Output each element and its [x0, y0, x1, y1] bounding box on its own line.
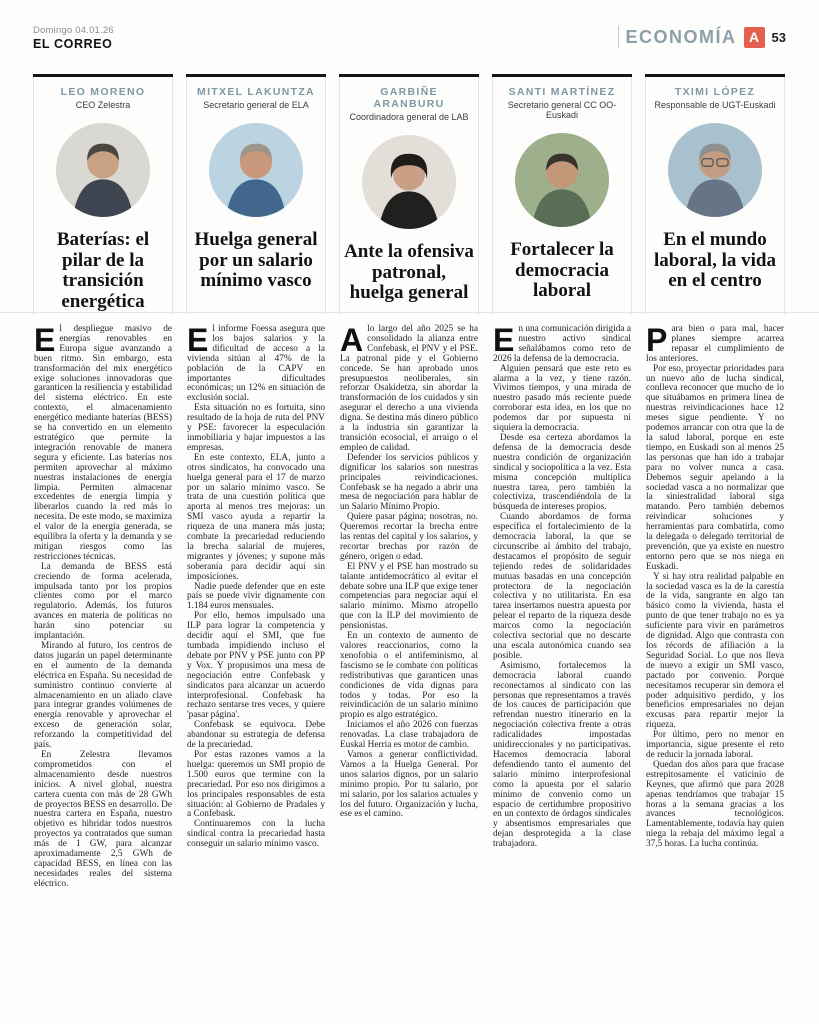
- article-body: [339, 322, 479, 820]
- article-paragraph: En un contexto de aumento de valores reaccionarios, como la xenofobia o el antifeminismo, al fascismo se le combate con políticas redistributivas que garanticen unas condiciones de vida dignas para todos y todas. Por eso la reivindicación de un salario mínimo propio es algo estratégico.: [340, 631, 478, 721]
- edition-date: Domingo 04.01.26: [33, 25, 114, 36]
- article-paragraph: Por estas razones vamos a la huelga: queremos un SMI propio de 1.500 euros que termine con la precariedad. Por eso nos dirigimos a los principales responsables de esta situación: al Gobierno de Pradales y a Confebask.: [187, 749, 325, 820]
- author-photo: [362, 135, 456, 229]
- drop-cap: E: [493, 322, 515, 358]
- article-paragraph: El despliegue masivo de energías renovables en Europa sigue avanzando a buen ritmo. Sin embargo, esta transformación del mix energético exige soluciones innovadoras que garanticen la resiliencia y estabilidad del sistema eléctrico. En este contexto, el almacenamiento energético mediante baterías (BESS) se ha convertido en un elemento estratégico que permite la integración renovable de manera segura y eficiente. Las baterías nos permiten aprovechar al máximo nuestras instalaciones de energía limpia. Permiten almacenar excedentes de energía limpia y liberarlos cuando la red más lo necesita. De este modo, se maximiza el valor de la energía generada, se equilibra la oferta y la demanda y se mitigan riesgos como las restricciones técnicas.: [34, 322, 172, 562]
- author-photo: [515, 133, 609, 227]
- column-headline: Ante la ofensiva patronal, huelga general: [344, 241, 474, 304]
- section-title: ECONOMÍA: [625, 26, 737, 47]
- page-header: [33, 26, 786, 51]
- article-paragraph: El informe Foessa asegura que los bajos salarios y la dificultad de acceso a la vivienda sitúan al 47% de la población de la CAPV en importantes dificultades económicas; un 12% en situación de exclusión social.: [187, 322, 325, 404]
- article-paragraph: Y si hay otra realidad palpable en la sociedad vasca es la de la carestía de la vida, sangrante en algo tan básico como la vivienda, hasta el punto de que tener trabajo no es ya suficiente para vivir en parámetros de dignidad. Algo que contrasta con los récords de afiliación a la Seguridad Social. Lo que nos lleva de nuevo a exigir un SMI vasco, pactado por convenio. Porque necesitamos recuperar sin demora el poder adquisitivo perdido, y los beneficios empresariales no dejan excusas para repartir mejor la riqueza.: [646, 571, 784, 731]
- article-paragraph: Para bien o para mal, hacer planes siempre acarrea repasar el cumplimiento de los anteriores.: [646, 322, 784, 364]
- article-paragraph: Quedan dos años para que fracase estrepitosamente el vaticinio de Keynes, que afirmó que para 2028 apenas tendríamos que trabajar 15 horas a la semana gracias a los avances tecnológicos. Lamentablemente, todavía hay quien niega la rebaja del máximo legal a 37,5 horas. La lucha continúa.: [646, 759, 784, 850]
- article-paragraph: Desde esa certeza abordamos la defensa de la democracia desde nuestra condición de organización sindical y sociopolítica a la vez. Esta misma concepción multiplica nuestra tarea, pero también la colectiviza, trascendiéndola de la búsqueda de intereses propios.: [493, 432, 631, 513]
- page-number: 53: [771, 29, 786, 45]
- article-body: [645, 322, 785, 850]
- author-photo: [56, 123, 150, 217]
- opinion-column: [33, 74, 173, 1012]
- column-headline: Fortalecer la democracia laboral: [510, 239, 614, 302]
- drop-cap: A: [340, 322, 364, 358]
- article-paragraph: Asimismo, fortalecemos la democracia laboral cuando reconectamos al sindicato con las personas que representamos a través de los cauces de participación que refrendan nuestro itinerario en la negociación colectiva frente a otras radicalidades impostadas unidireccionales y no participativas. Hacemos democracia laboral defendiendo tanto el aumento del salario mínimo interprofesional como la apuesta por el salario mínimo de convenio como un espacio de certidumbre propositivo en un contexto de órdagos sindicales y absentismos empresariales que dejan desprotegida a la clase trabajadora.: [493, 660, 631, 850]
- article-paragraph: Continuaremos con la lucha sindical contra la precariedad hasta conseguir un salario mínimo vasco.: [187, 819, 325, 850]
- author-role: Secretario general de ELA: [203, 100, 309, 110]
- column-headline: Huelga general por un salario mínimo vasco: [194, 229, 318, 292]
- column-header: [492, 77, 632, 315]
- author-name: MITXEL LAKUNTZA: [197, 86, 315, 98]
- author-name: LEO MORENO: [60, 86, 146, 98]
- portrait-silhouette-icon: [362, 135, 456, 229]
- article-paragraph: Alguien pensará que este reto es alarma a la vez, y tiene razón. Vivimos tiempos, y una mirada de nuestro pasado más reciente puede corroborar esta idea, en los que no podemos dar por supuesta ni siquiera la democracia.: [493, 363, 631, 434]
- article-paragraph: En Zelestra llevamos comprometidos con el almacenamiento desde nuestros inicios. A nivel global, nuestra cartera cuenta con más de 28 GWh de proyectos BESS en desarrollo. De nuestra cartera en España, nuestro objetivo es hibridar todos nuestros proyectos ya contratados que suman más de 1 GW, para alcanzar aproximadamente 2,5 GWh de capacidad BESS, en línea con las necesidades reales del sistema eléctrico.: [34, 749, 172, 889]
- column-header: [339, 77, 479, 315]
- column-header: [186, 77, 326, 315]
- portrait-silhouette-icon: [668, 123, 762, 217]
- masthead-block: [33, 26, 114, 51]
- drop-cap: E: [34, 322, 56, 358]
- column-headline: En el mundo laboral, la vida en el centro: [654, 229, 776, 292]
- drop-cap: E: [187, 322, 209, 358]
- article-paragraph: En una comunicación dirigida a nuestro activo sindical señalábamos como reto de 2026 la defensa de la democracia.: [493, 322, 631, 364]
- article-paragraph: En este contexto, ELA, junto a otros sindicatos, ha convocado una huelga general para el 17 de marzo por un salario mínimo vasco. Se trata de una cuestión política que aporta al menos tres mejoras: un SMI vasco ayuda a repartir la riqueza de una manera más justa; combate la precariedad reduciendo la brecha salarial de mujeres, migrantes y jóvenes; y supone más soberanía para decidir aquí sin imposiciones.: [187, 452, 325, 582]
- article-paragraph: Por ello, hemos impulsado una ILP para lograr la competencia y decidir aquí el SMI, que fue tumbada impidiendo incluso el debate por PNV y PSE junto con PP y Vox. Y propusimos una mesa de negociación entre Confebask y sindicatos para alcanzar un acuerdo interprofesional. Confebask ha rechazo sentarse tres veces, y quiere 'pasar página'.: [187, 611, 325, 721]
- article-body: [33, 322, 173, 890]
- article-paragraph: La demanda de BESS está creciendo de forma acelerada, impulsada tanto por los propios clientes como por el marco regulatorio. Además, los futuros avances en materia de políticas no harán sino potenciar su implantación.: [34, 561, 172, 642]
- column-headline: Baterías: el pilar de la transición energética: [56, 229, 150, 312]
- article-paragraph: Por eso, proyectar prioridades para un nuevo año de lucha sindical, conlleva reconocer que mucho de lo que situábamos en primera línea de nuestras reivindicaciones hace 12 meses sigue pendiente. Y no podemos arrancar con otra que la de la salud laboral, porque en este tiempo, en Euskadi son al menos 25 las personas que han ido a trabajar para no volver nunca a casa. Debemos seguir apelando a la sociedad vasca a no normalizar que la siniestralidad laboral siga matando. Pero también debemos reivindicar soluciones y herramientas para combatirla, como la delegada o delegado territorial de prevención, que ya existe en nuestro entorno pero que se nos niega en Euskadi.: [646, 363, 784, 572]
- article-paragraph: Cuando abordamos de forma específica el fortalecimiento de la democracia laboral, la que se circunscribe al ámbito del trabajo, destacamos el propósito de seguir tejiendo redes de solidaridades mutuas basadas en una concepción protectora de la negociación colectiva y no utilitarista. En esa tarea insertamos nuestra apuesta por pelear el reparto de la riqueza desde marcos como la negociación colectiva sectorial que no descarte una escala autonómica cuando sea posible.: [493, 512, 631, 661]
- author-name: TXIMI LÓPEZ: [674, 86, 756, 98]
- author-role: CEO Zelestra: [75, 100, 131, 110]
- article-paragraph: Esta situación no es fortuita, sino resultado de la hoja de ruta del PNV y PSE: favorecer la especulación inmobiliaria y bajar impuestos a las empresas.: [187, 403, 325, 453]
- article-paragraph: Iniciamos el año 2026 con fuerzas renovadas. La clase trabajadora de Euskal Herria es motor de cambio.: [340, 720, 478, 751]
- drop-cap: P: [646, 322, 668, 358]
- section-logo-icon: A: [744, 27, 765, 48]
- article-paragraph: El PNV y el PSE han mostrado su talante antidemocrático al evitar el debate sobre una ILP que exige tener competencias para negociar aquí el salario mínimo. Mismo atropello que con la ILP del movimiento de pensionistas.: [340, 561, 478, 632]
- author-role: Coordinadora general de LAB: [349, 112, 469, 122]
- portrait-silhouette-icon: [209, 123, 303, 217]
- author-name: SANTI MARTÍNEZ: [508, 86, 616, 98]
- author-photo: [209, 123, 303, 217]
- author-role: Secretario general CC OO-Euskadi: [507, 100, 617, 120]
- article-paragraph: Por último, pero no menor en importancia, sigue presente el reto de reducir la jornada laboral.: [646, 730, 784, 760]
- column-header: [645, 77, 785, 315]
- portrait-silhouette-icon: [515, 133, 609, 227]
- article-paragraph: Alo largo del año 2025 se ha consolidado la alianza entre Confebask, el PNV y el PSE. La patronal pide y el Gobierno concede. Se han aprobado unos presupuestos neoliberales, sin reforzar Osakidetza, sin abordar la transformación de los cuidados y sin asegurar el derecho a una vivienda digna. Se destina más dinero público a la industria sin garantizar la transición ecosocial, el arraigo o el empleo de calidad.: [340, 322, 478, 453]
- author-name: GARBIÑE ARANBURU: [373, 86, 445, 110]
- article-paragraph: Nadie puede defender que en este país se puede vivir dignamente con 1.184 euros mensuales.: [187, 581, 325, 612]
- opinion-column: [645, 74, 785, 1012]
- header-divider: [618, 26, 619, 48]
- opinion-columns: [33, 74, 786, 1012]
- article-body: [492, 322, 632, 850]
- article-paragraph: Quiere pasar página; nosotras, no. Queremos recortar la brecha entre las rentas del capital y los salarios, y recortar brechas por razón de género, origen o edad.: [340, 512, 478, 562]
- article-paragraph: Defender los servicios públicos y dignificar los salarios son nuestras principales reivindicaciones. Confebask se ha negado a abrir una mesa de negociación para hablar de un Salario Mínimo Propio.: [340, 452, 478, 513]
- author-role: Responsable de UGT-Euskadi: [654, 100, 776, 110]
- article-paragraph: Confebask se equivoca. Debe abandonar su estrategia de defensa de la precariedad.: [187, 720, 325, 751]
- portrait-silhouette-icon: [56, 123, 150, 217]
- article-paragraph: Vamos a generar conflictividad. Vamos a la Huelga General. Por unos salarios dignos, por un salario mínimo propio. Por tu salario, por mi salario, por los salarios actuales y los del futuro. Organización y lucha, ese es el camino.: [340, 749, 478, 820]
- opinion-column: [339, 74, 479, 1012]
- article-body: [186, 322, 326, 850]
- newspaper-name: EL CORREO: [33, 36, 113, 51]
- opinion-column: [186, 74, 326, 1012]
- article-paragraph: Mirando al futuro, los centros de datos jugarán un papel determinante en el aumento de la demanda eléctrica en España. Su necesidad de suministro continuo convierte al almacenamiento en un aliado clave para integrar grandes volúmenes de energía renovable y aprovechar el exceso de generación solar, reforzando la competitividad del país.: [34, 641, 172, 751]
- column-header: [33, 77, 173, 315]
- section-header: [618, 26, 786, 48]
- opinion-column: [492, 74, 632, 1012]
- author-photo: [668, 123, 762, 217]
